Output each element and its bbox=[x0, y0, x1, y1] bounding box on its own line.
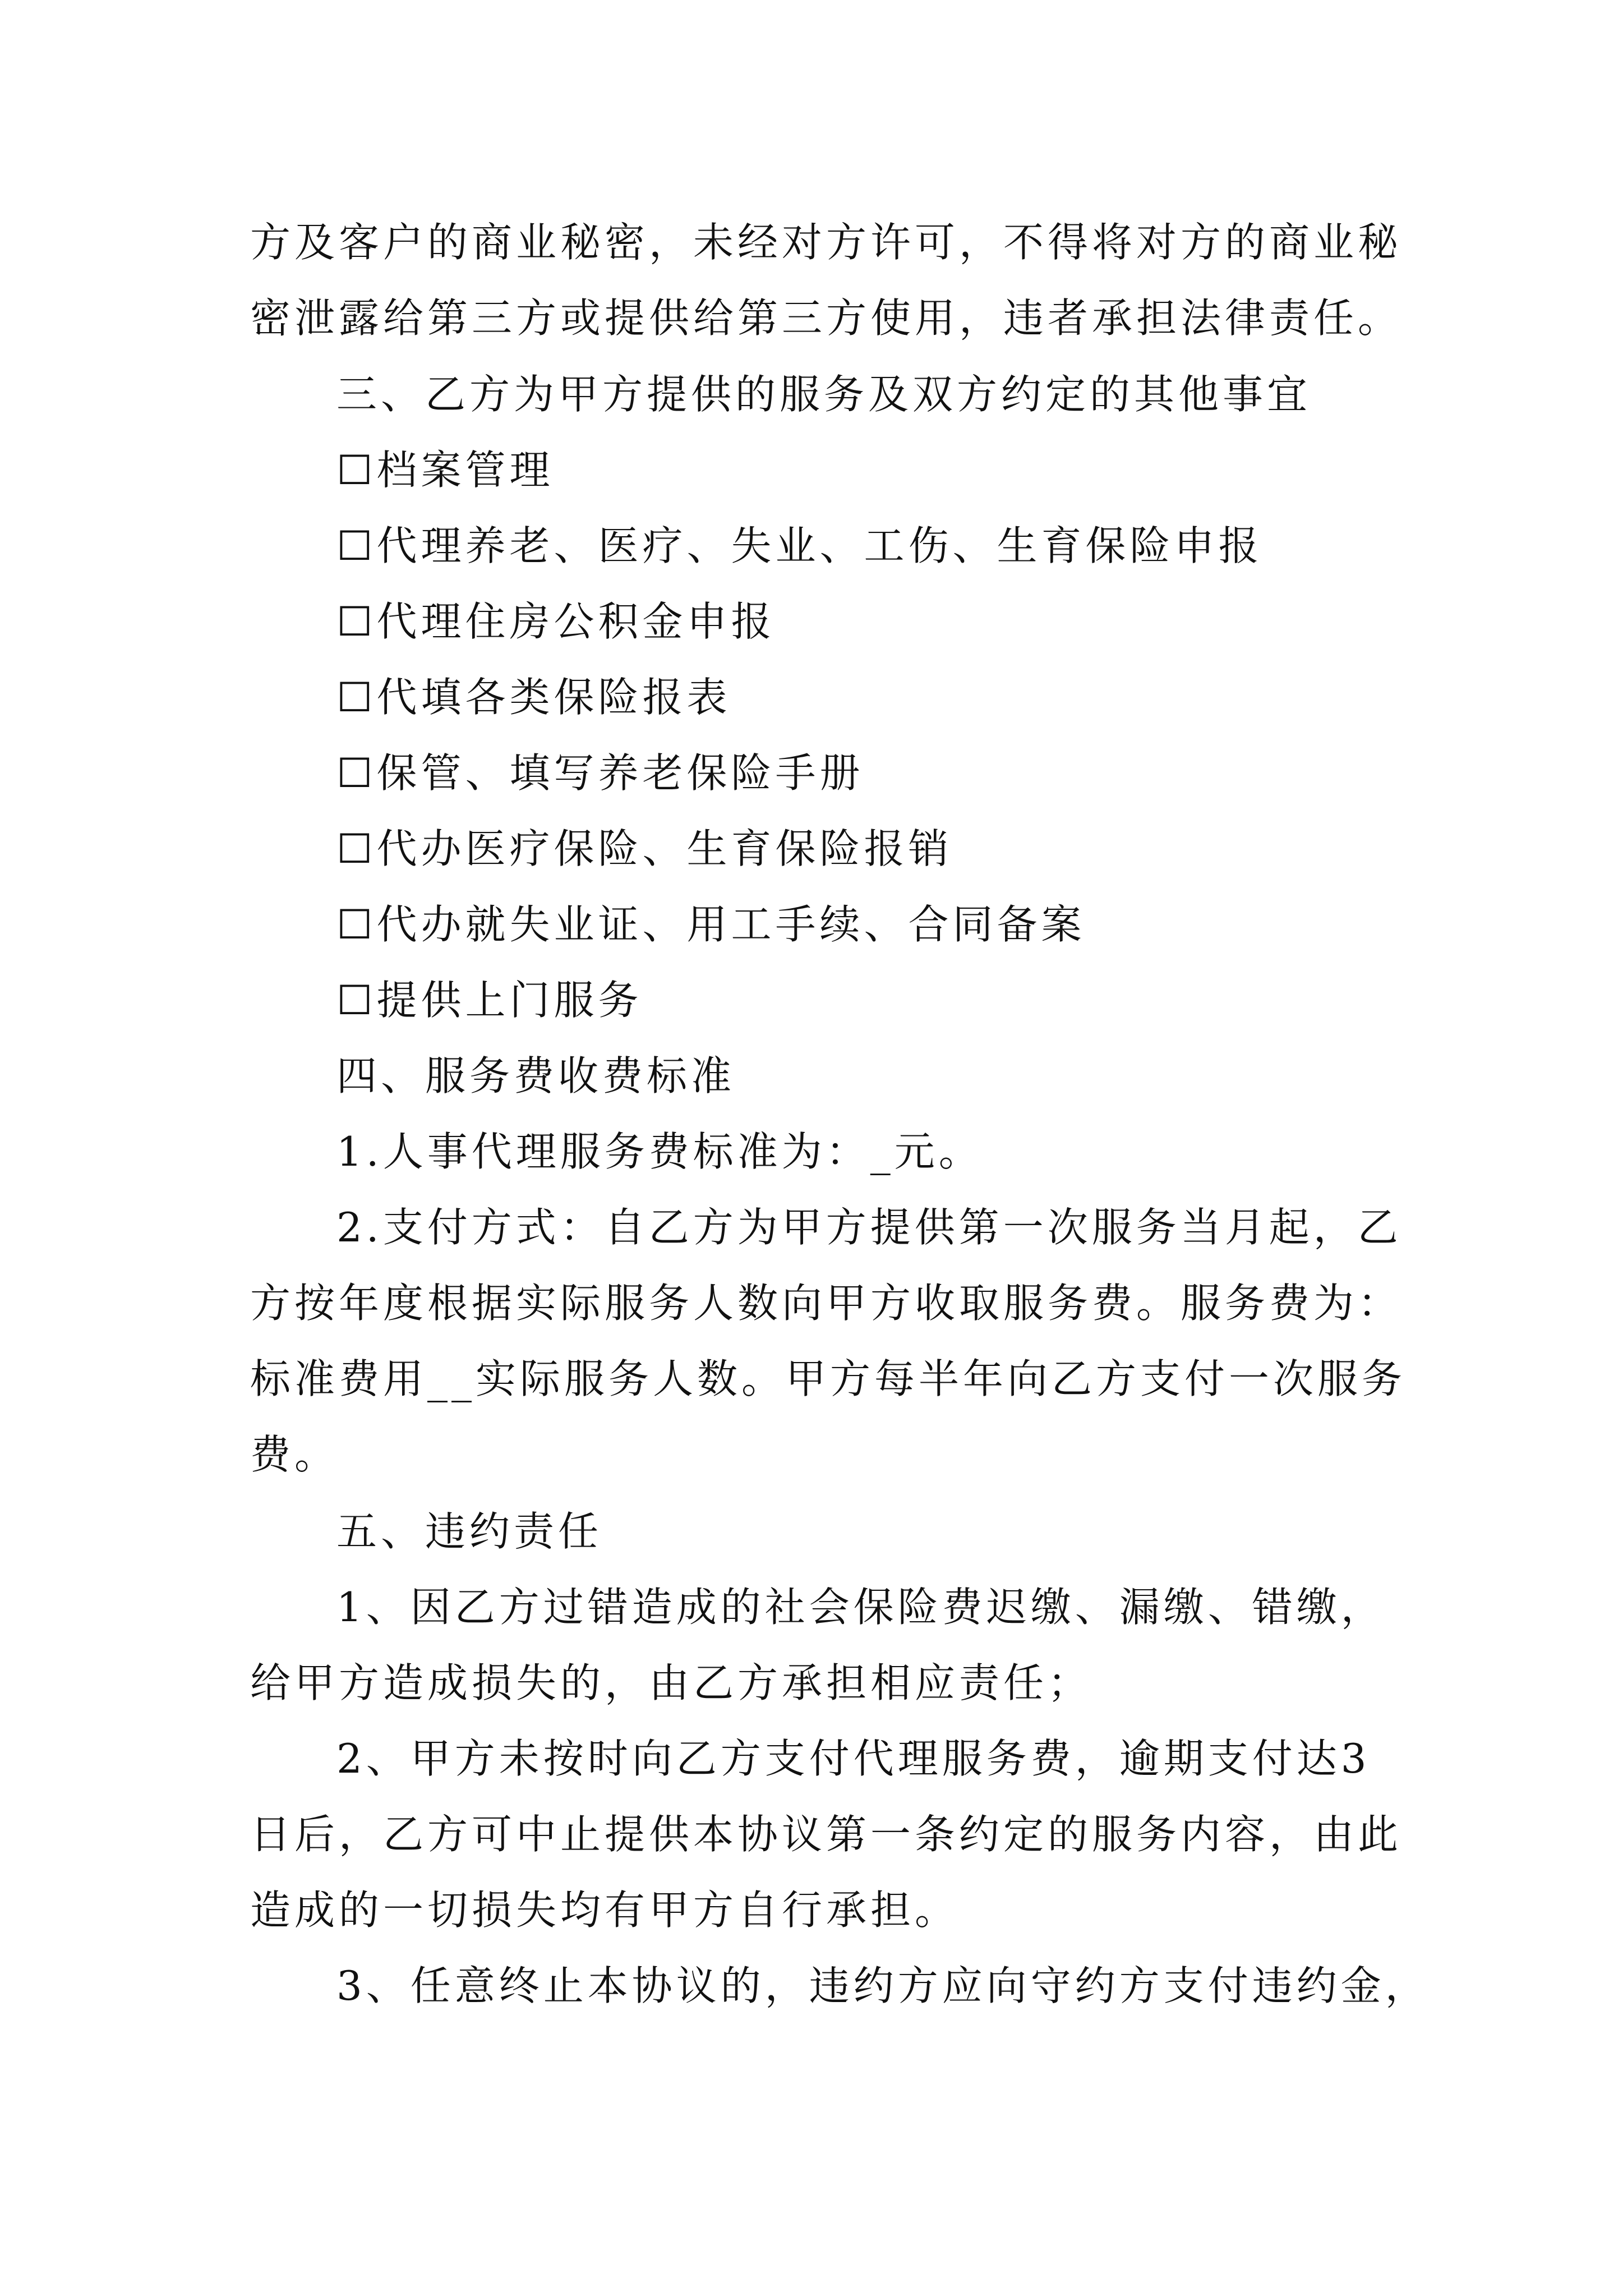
paragraph-line: 造成的一切损失均有甲方自行承担。 bbox=[250, 1887, 960, 1934]
paragraph-line: 3、任意终止本协议的，违约方应向守约方支付违约金， bbox=[336, 1962, 1430, 2009]
paragraph-line: 日后，乙方可中止提供本协议第一条约定的服务内容，由此 bbox=[250, 1811, 1403, 1858]
paragraph-line: 方按年度根据实际服务人数向甲方收取服务费。服务费为： bbox=[250, 1280, 1403, 1327]
checkbox-item: ☐代填各类保险报表 bbox=[336, 674, 731, 721]
paragraph-line: 2、甲方未按时向乙方支付代理服务费，逾期支付达3 bbox=[336, 1735, 1371, 1782]
paragraph-line: 密泄露给第三方或提供给第三方使用，违者承担法律责任。 bbox=[250, 295, 1403, 342]
paragraph-line: 方及客户的商业秘密，未经对方许可，不得将对方的商业秘 bbox=[250, 219, 1403, 266]
paragraph-line: 给甲方造成损失的，由乙方承担相应责任； bbox=[250, 1659, 1092, 1706]
paragraph-line: 1.人事代理服务费标准为：_元。 bbox=[336, 1128, 983, 1175]
paragraph-line: 1、因乙方过错造成的社会保险费迟缴、漏缴、错缴， bbox=[336, 1584, 1385, 1631]
section-heading: 五、违约责任 bbox=[336, 1508, 603, 1555]
checkbox-item: ☐保管、填写养老保险手册 bbox=[336, 749, 864, 797]
checkbox-item: ☐代理住房公积金申报 bbox=[336, 598, 776, 645]
section-heading: 三、乙方为甲方提供的服务及双方约定的其他事宜 bbox=[336, 371, 1312, 418]
checkbox-item: ☐代办医疗保险、生育保险报销 bbox=[336, 825, 953, 872]
checkbox-item: ☐档案管理 bbox=[336, 447, 554, 494]
checkbox-item: ☐提供上门服务 bbox=[336, 977, 643, 1024]
paragraph-line: 费。 bbox=[250, 1431, 339, 1478]
checkbox-item: ☐代办就失业证、用工手续、合同备案 bbox=[336, 901, 1086, 948]
checkbox-item: ☐代理养老、医疗、失业、工伤、生育保险申报 bbox=[336, 522, 1263, 569]
paragraph-line: 标准费用__实际服务人数。甲方每半年向乙方支付一次服务 bbox=[250, 1355, 1407, 1402]
section-heading: 四、服务费收费标准 bbox=[336, 1052, 736, 1099]
paragraph-line: 2.支付方式：自乙方为甲方提供第一次服务当月起，乙 bbox=[336, 1204, 1402, 1251]
